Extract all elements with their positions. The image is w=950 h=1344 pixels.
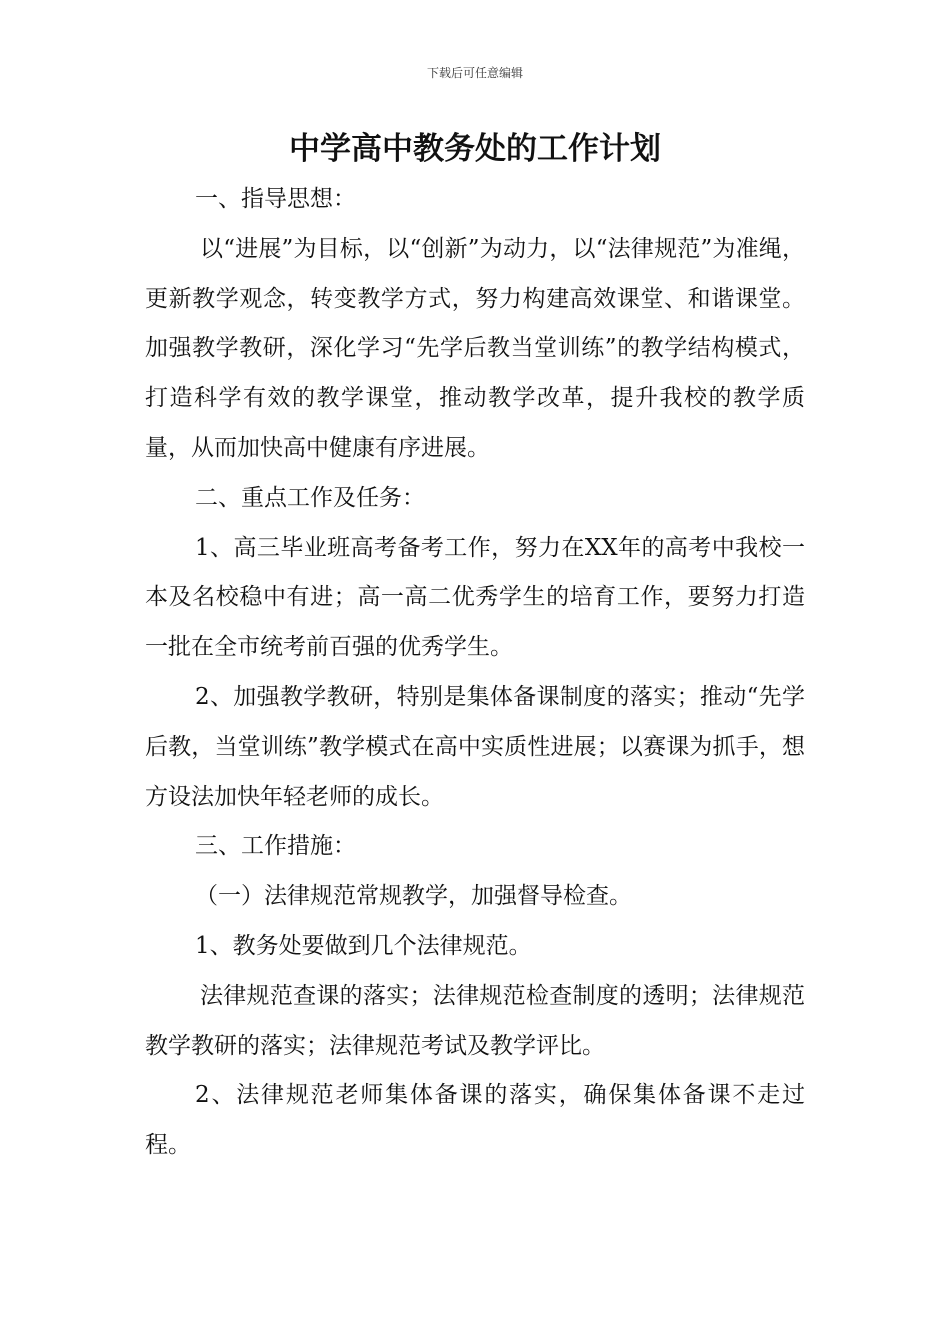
- document-title: 中学高中教务处的工作计划: [289, 131, 661, 167]
- subsection-heading-routine-teaching: （一）法律规范常规教学，加强督导检查。: [195, 883, 632, 910]
- paragraph-measure-2: 2、法律规范老师集体备课的落实，确保集体备课不走过程。: [145, 1082, 805, 1159]
- section-heading-key-tasks: 二、重点工作及任务：: [195, 484, 425, 511]
- paragraph-task-1: 1、高三毕业班高考备考工作，努力在XX年的高考中我校一本及名校稳中有进；高一高二优秀学生的培育工作，要努力打造一批在全市统考前百强的优秀学生。: [145, 534, 805, 661]
- document-body: [145, 175, 805, 1171]
- paragraph-measure-1-detail: 法律规范查课的落实；法律规范检查制度的透明；法律规范教学教研的落实；法律规范考试及教学评比。: [145, 982, 805, 1059]
- section-heading-measures: 三、工作措施：: [195, 833, 356, 860]
- section-heading-guiding-ideology: 一、指导思想：: [195, 186, 356, 212]
- paragraph-measure-1: 1、教务处要做到几个法律规范。: [195, 932, 532, 959]
- paragraph-task-2: 2、加强教学教研，特别是集体备课制度的落实；推动“先学后教，当堂训练”教学模式在高中实质性进展；以赛课为抓手，想方设法加快年轻老师的成长。: [145, 683, 805, 810]
- paragraph-guiding-ideology: 以“进展”为目标，以“创新”为动力，以“法律规范”为准绳，更新教学观念，转变教学方式，努力构建高效课堂、和谐课堂。加强教学教研，深化学习“先学后教当堂训练”的教学结构模式，打造科学有效的教学课堂，推动教学改革，提升我校的教学质量，从而加快高中健康有序进展。: [145, 235, 805, 461]
- page-header-note: 下载后可任意编辑: [426, 66, 523, 80]
